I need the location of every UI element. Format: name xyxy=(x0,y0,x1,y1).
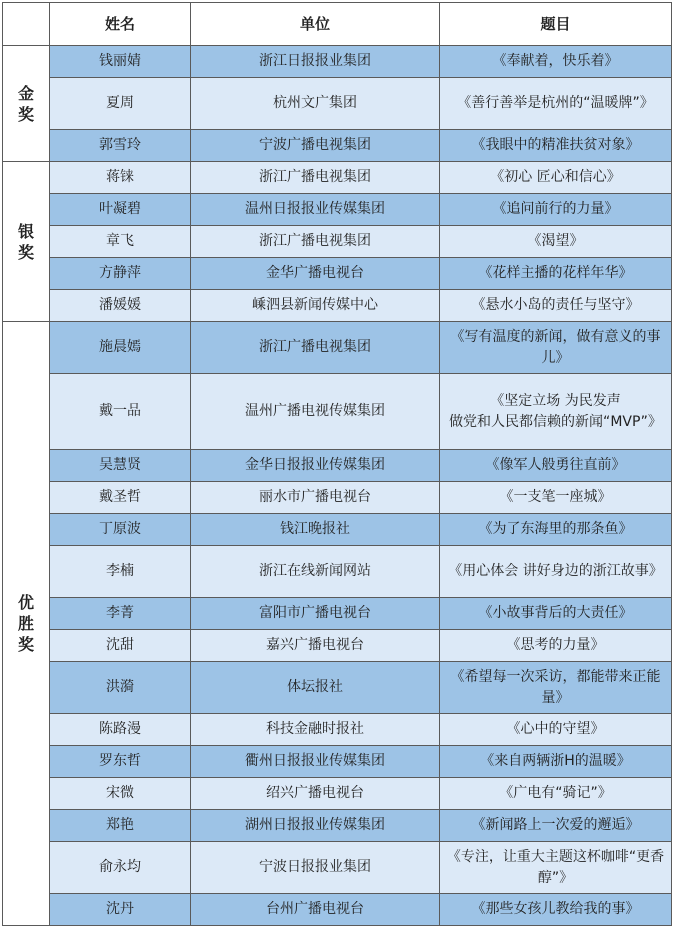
table-row xyxy=(3,130,672,162)
award-silver: 银 奖 xyxy=(3,162,50,322)
table-row xyxy=(3,598,672,630)
winner-name: 罗东哲 xyxy=(50,746,191,778)
winner-title: 《像军人般勇往直前》 xyxy=(440,450,672,482)
winner-name: 潘媛媛 xyxy=(50,290,191,322)
table-row xyxy=(3,46,672,78)
table-row xyxy=(3,546,672,598)
winner-title: 《善行善举是杭州的“温暖牌”》 xyxy=(440,78,672,130)
header-award-blank xyxy=(3,3,50,46)
award-gold: 金 奖 xyxy=(3,46,50,162)
table-row xyxy=(3,194,672,226)
winner-name: 戴圣哲 xyxy=(50,482,191,514)
winner-org: 金华广播电视台 xyxy=(191,258,440,290)
winner-org: 钱江晚报社 xyxy=(191,514,440,546)
winner-title: 《我眼中的精准扶贫对象》 xyxy=(440,130,672,162)
winner-name: 郑艳 xyxy=(50,810,191,842)
table-row xyxy=(3,374,672,450)
winner-name: 李菁 xyxy=(50,598,191,630)
winner-org: 绍兴广播电视台 xyxy=(191,778,440,810)
winner-title: 《写有温度的新闻，做有意义的事儿》 xyxy=(440,322,672,374)
header-name: 姓名 xyxy=(50,3,191,46)
winner-org: 温州日报报业传媒集团 xyxy=(191,194,440,226)
winner-name: 钱丽婧 xyxy=(50,46,191,78)
table-row xyxy=(3,162,672,194)
winner-title: 《心中的守望》 xyxy=(440,714,672,746)
winner-org: 浙江日报报业集团 xyxy=(191,46,440,78)
table-row xyxy=(3,746,672,778)
winner-title: 《用心体会 讲好身边的浙江故事》 xyxy=(440,546,672,598)
table-row xyxy=(3,514,672,546)
table-row xyxy=(3,842,672,894)
winner-org: 浙江在线新闻网站 xyxy=(191,546,440,598)
winner-name: 施晨嫣 xyxy=(50,322,191,374)
winner-name: 方静萍 xyxy=(50,258,191,290)
winner-title: 《坚定立场 为民发声 做党和人民都信赖的新闻“MVP”》 xyxy=(440,374,672,450)
winner-name: 洪漪 xyxy=(50,662,191,714)
header-row xyxy=(3,3,672,46)
winner-org: 丽水市广播电视台 xyxy=(191,482,440,514)
winner-name: 丁原波 xyxy=(50,514,191,546)
table-row xyxy=(3,482,672,514)
table-row xyxy=(3,322,672,374)
winner-org: 富阳市广播电视台 xyxy=(191,598,440,630)
winner-title: 《花样主播的花样年华》 xyxy=(440,258,672,290)
winner-name: 叶凝碧 xyxy=(50,194,191,226)
table-row xyxy=(3,894,672,926)
winner-title: 《思考的力量》 xyxy=(440,630,672,662)
winner-name: 夏周 xyxy=(50,78,191,130)
table-row xyxy=(3,630,672,662)
winner-title: 《奉献着，快乐着》 xyxy=(440,46,672,78)
winner-org: 台州广播电视台 xyxy=(191,894,440,926)
winner-title: 《追问前行的力量》 xyxy=(440,194,672,226)
table-row xyxy=(3,290,672,322)
winner-org: 嘉兴广播电视台 xyxy=(191,630,440,662)
award-excellence: 优 胜 奖 xyxy=(3,322,50,926)
winner-name: 郭雪玲 xyxy=(50,130,191,162)
winner-org: 科技金融时报社 xyxy=(191,714,440,746)
table-row xyxy=(3,450,672,482)
winner-org: 浙江广播电视集团 xyxy=(191,322,440,374)
winner-title: 《为了东海里的那条鱼》 xyxy=(440,514,672,546)
winner-org: 衢州日报报业传媒集团 xyxy=(191,746,440,778)
winner-title: 《希望每一次采访，都能带来正能量》 xyxy=(440,662,672,714)
winner-name: 吴慧贤 xyxy=(50,450,191,482)
winner-title: 《那些女孩儿教给我的事》 xyxy=(440,894,672,926)
winner-name: 章飞 xyxy=(50,226,191,258)
winner-title: 《广电有“骑记”》 xyxy=(440,778,672,810)
table-row xyxy=(3,778,672,810)
winner-org: 浙江广播电视集团 xyxy=(191,162,440,194)
header-title: 题目 xyxy=(440,3,672,46)
winner-org: 金华日报报业传媒集团 xyxy=(191,450,440,482)
winner-name: 俞永均 xyxy=(50,842,191,894)
table-row xyxy=(3,78,672,130)
winner-name: 宋微 xyxy=(50,778,191,810)
winner-name: 沈甜 xyxy=(50,630,191,662)
winner-org: 宁波日报报业集团 xyxy=(191,842,440,894)
winner-org: 嵊泗县新闻传媒中心 xyxy=(191,290,440,322)
winner-org: 体坛报社 xyxy=(191,662,440,714)
winner-title: 《小故事背后的大责任》 xyxy=(440,598,672,630)
winner-name: 戴一品 xyxy=(50,374,191,450)
winner-org: 湖州日报报业传媒集团 xyxy=(191,810,440,842)
winner-title: 《新闻路上一次爱的邂逅》 xyxy=(440,810,672,842)
winner-name: 陈路漫 xyxy=(50,714,191,746)
winner-org: 宁波广播电视集团 xyxy=(191,130,440,162)
winner-title: 《悬水小岛的责任与坚守》 xyxy=(440,290,672,322)
winner-org: 杭州文广集团 xyxy=(191,78,440,130)
awards-table xyxy=(2,2,672,926)
winner-name: 蒋铼 xyxy=(50,162,191,194)
winner-title: 《初心 匠心和信心》 xyxy=(440,162,672,194)
winner-title: 《来自两辆浙H的温暖》 xyxy=(440,746,672,778)
winner-org: 浙江广播电视集团 xyxy=(191,226,440,258)
winner-name: 沈丹 xyxy=(50,894,191,926)
winner-title: 《一支笔一座城》 xyxy=(440,482,672,514)
table-row xyxy=(3,714,672,746)
winner-org: 温州广播电视传媒集团 xyxy=(191,374,440,450)
header-org: 单位 xyxy=(191,3,440,46)
table-row xyxy=(3,258,672,290)
table-row xyxy=(3,810,672,842)
table-row xyxy=(3,226,672,258)
winner-name: 李楠 xyxy=(50,546,191,598)
table-row xyxy=(3,662,672,714)
winner-title: 《渴望》 xyxy=(440,226,672,258)
winner-title: 《专注，让重大主题这杯咖啡“更香醇”》 xyxy=(440,842,672,894)
